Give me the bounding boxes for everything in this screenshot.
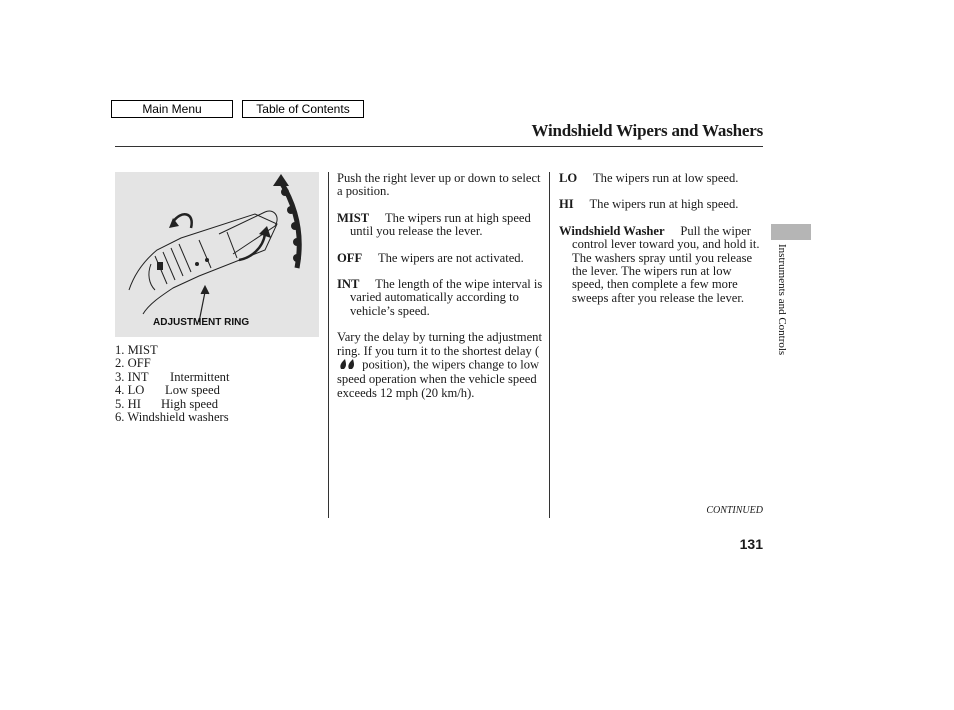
position-legend: [115, 344, 325, 424]
speeds-column: [559, 172, 763, 318]
table-of-contents-button[interactable]: Table of Contents: [242, 100, 364, 118]
wiper-lever-illustration: [115, 172, 319, 337]
legend-item: 1. MIST: [115, 343, 158, 357]
wiper-positions-column: [337, 172, 545, 413]
shortest-delay-icon: [337, 358, 359, 373]
continued-note: CONTINUED: [706, 505, 763, 516]
legend-item: 3. INT Intermittent: [115, 369, 230, 384]
off-paragraph: OFF The wipers are not activated.: [337, 250, 524, 265]
title-divider: [115, 146, 763, 147]
intro-paragraph: Push the right lever up or down to select a position.: [337, 171, 541, 199]
legend-item: 5. HI High speed: [115, 396, 219, 411]
main-menu-button[interactable]: Main Menu: [111, 100, 233, 118]
washer-paragraph: Windshield Washer Pull the wiper control lever toward you, and hold it. The washers spray until you release the lever. The wipers run at low speed, then complete a few more sweeps after you release the lever.: [559, 223, 760, 305]
legend-item: 6. Windshield washers: [115, 410, 229, 425]
lo-paragraph: LO The wipers run at low speed.: [559, 171, 739, 185]
column-divider: [328, 172, 329, 518]
adjustment-ring-label: ADJUSTMENT RING: [153, 317, 250, 328]
page-title: Windshield Wipers and Washers: [531, 121, 763, 140]
mist-paragraph: MIST The wipers run at high speed until you release the lever.: [337, 210, 531, 239]
page-number: 131: [739, 536, 763, 552]
legend-item: 2. OFF: [115, 356, 151, 371]
hi-paragraph: HI The wipers run at high speed.: [559, 197, 739, 212]
delay-paragraph: Vary the delay by turning the adjustment ring. If you turn it to the shortest delay ( position), the wipers change to low speed operation when the vehicle speed exceeds 12 mph (20 km/h).: [337, 330, 542, 400]
section-tab-label: Instruments and Controls: [776, 244, 788, 356]
legend-item: 4. LO Low speed: [115, 383, 220, 398]
section-tab: [771, 224, 811, 240]
int-paragraph: INT The length of the wipe interval is varied automatically according to vehicle’s speed.: [337, 277, 543, 318]
wiper-lever-drawing: [115, 172, 319, 337]
column-divider: [549, 172, 550, 518]
